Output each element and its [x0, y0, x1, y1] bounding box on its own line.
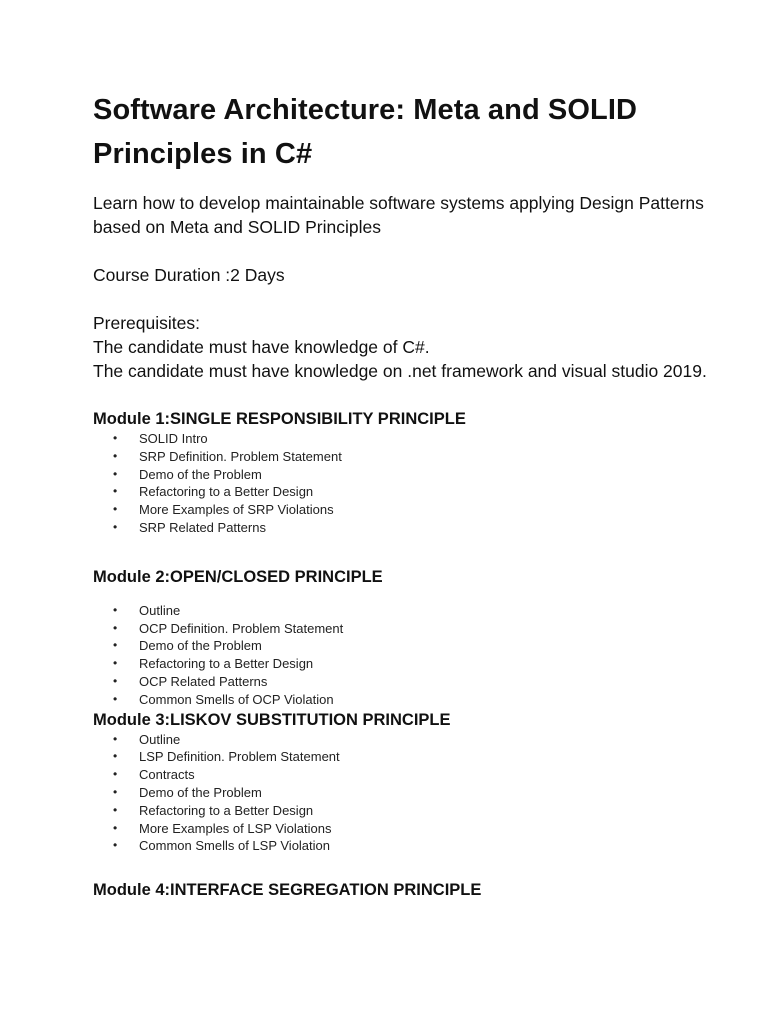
module-2-heading: Module 2:OPEN/CLOSED PRINCIPLE [93, 567, 383, 586]
module-1-topics [93, 430, 733, 537]
prerequisite-line: The candidate must have knowledge of C#. [93, 337, 430, 357]
list-item: • Demo of the Problem [93, 784, 733, 802]
page-title: Software Architecture: Meta and SOLID Principles in C# [93, 94, 638, 170]
course-intro: Learn how to develop maintainable software systems applying Design Patterns based on Meta and SOLID Principles [93, 193, 704, 237]
list-item: • SOLID Intro [93, 430, 733, 448]
list-item: • Demo of the Problem [93, 466, 733, 484]
module-2-topics [93, 602, 733, 709]
prerequisites-heading: Prerequisites: [93, 313, 200, 333]
module-3-heading: Module 3:LISKOV SUBSTITUTION PRINCIPLE [93, 710, 451, 729]
prerequisite-line: The candidate must have knowledge on .net framework and visual studio 2019. [93, 361, 707, 381]
module-1-heading: Module 1:SINGLE RESPONSIBILITY PRINCIPLE [93, 410, 466, 428]
list-item: • Demo of the Problem [93, 637, 733, 655]
list-item: • Contracts [93, 766, 733, 784]
list-item: • Outline [93, 731, 733, 749]
list-item: • SRP Definition. Problem Statement [93, 448, 733, 466]
list-item: • SRP Related Patterns [93, 519, 733, 537]
document-page [93, 0, 733, 901]
list-item: • LSP Definition. Problem Statement [93, 748, 733, 766]
list-item: • Refactoring to a Better Design [93, 483, 733, 501]
list-item: • OCP Definition. Problem Statement [93, 620, 733, 638]
list-item: • Common Smells of OCP Violation [93, 691, 733, 709]
list-item: • More Examples of SRP Violations [93, 501, 733, 519]
list-item: • More Examples of LSP Violations [93, 820, 733, 838]
list-item: • Common Smells of LSP Violation [93, 837, 733, 855]
list-item: • Outline [93, 602, 733, 620]
course-duration: Course Duration :2 Days [93, 265, 285, 285]
module-3-topics [93, 731, 733, 856]
list-item: • Refactoring to a Better Design [93, 655, 733, 673]
prerequisites-section [93, 311, 733, 383]
module-4-heading: Module 4:INTERFACE SEGREGATION PRINCIPLE [93, 881, 482, 900]
list-item: • Refactoring to a Better Design [93, 802, 733, 820]
list-item: • OCP Related Patterns [93, 673, 733, 691]
